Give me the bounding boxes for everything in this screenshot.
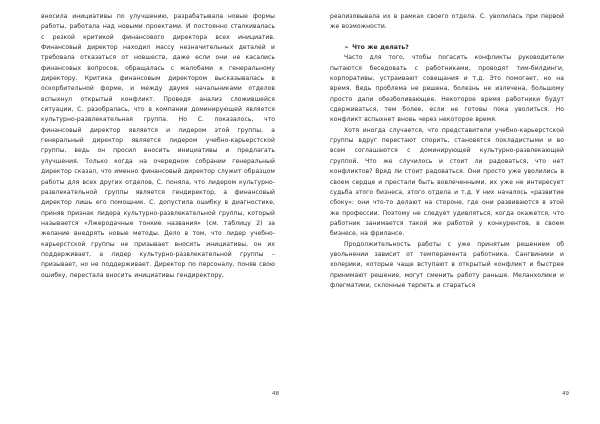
right-paragraph-3: Продолжительность работы с уже принятым решением об увольнении зависит от темперамента работника. Сангвиники и холерики, которые чаще вступают в открытый конфликт и быстрее принимают решение, могут сменить работу раньше. Меланхолики и флегматики, склонные терпеть и стараться bbox=[330, 240, 564, 289]
right-page-text bbox=[330, 12, 564, 291]
left-page-number: 48 bbox=[272, 391, 279, 397]
right-page bbox=[300, 0, 600, 424]
left-paragraph-1: вносила инициативы по улучшению, разрабатывала новые формы работы, работала над новыми проектами. И постоянно сталкивалась с резкой критикой финансового директора всех инициатив. Финансовый директор находил массу незначительных деталей и требовала отказаться от новшеств, даже если они не касались финансовых вопросов, обращалась с жалобами к генеральному директору. Критика финансовым директором высказывалась в оскорбительной форме, и между двумя начальниками отделов вспыхнул открытый конфликт. Проведя анализ сложившейся ситуации, С. разобралась, что в компании доминирующей является культурно-развлекательная группа. Но С. показалось, что финансовый директор является и лидером этой группы, а генеральный директор является лидером учебно-карьерстской группы, ведь он просил вносить инициативы и предлагать улучшения. Только когда на очередном собрании генеральный директор сказал, что именно финансовый директор служит образцом работы для всех других отделов, С. поняла, что лидером культурно-развлекательной группы является гендиректор, а финансовый директор лишь его помощник. С. допустила ошибку в диагностике, приняв признак лидера культурно-развлекательной группы, который называется «Лжеродачные тонкие названия» (см. таблицу 2) за желание внедрять новые методы. Дело в том, что лидер учебно-карьерстской группы не призывает вносить инициативы, он их поддерживает, а лидер культурно-развлекательной группы – призывает, но не поддерживает. Директор по персоналу, поняв свою ошибку, перестала вносить инициативы гендиректору, bbox=[41, 13, 275, 279]
arrow-bullet-icon: ➢ bbox=[344, 44, 350, 52]
right-paragraph-2: Хотя иногда случается, что представители учебно-карьерстской группы вдруг перестают спорить, становятся покладистыми и во всем соглашаются с доминирующей культурно-развлекающей группой. Что же случилось и стоит ли радоваться, что нет конфликтов? Вряд ли стоит радоваться. Они просто уже уволились в своем сердце и престали быть вовлеченными, их уже не интересует судьба этого бизнеса, этого отдела и т.д. У них началось «развитие сбоку»: они что-то делают на стороне, где они развиваются в этой же профессии. Поэтому не следует удивляться, когда окажется, что работник занимается такой же работой у конкурентов, в своем бизнесе, на фрилансе. bbox=[330, 126, 564, 238]
left-page-text bbox=[41, 12, 275, 281]
right-page-number: 49 bbox=[562, 391, 569, 397]
section-heading bbox=[330, 43, 564, 53]
spacer bbox=[330, 33, 564, 43]
right-intro-paragraph: реализовывала их в рамках своего отдела. С. уволилась при первой же возможности. bbox=[330, 13, 564, 31]
right-paragraph-1: Часто для того, чтобы погасить конфликты руководители пытаются беседовать с работниками, проводят тим-билдинги, корпоративы, устраивают совещания и т.д. Это помогает, но на время. Ведь проблема не решена, болезнь не излечена, большому просто дали обезболивающее. Некоторое время работники будут сдерживаться, тем более, если не готовы пока уволиться. Но конфликт вспыхнет вновь через некоторое время. bbox=[330, 54, 564, 124]
section-heading-text: Что же делать? bbox=[352, 44, 409, 52]
